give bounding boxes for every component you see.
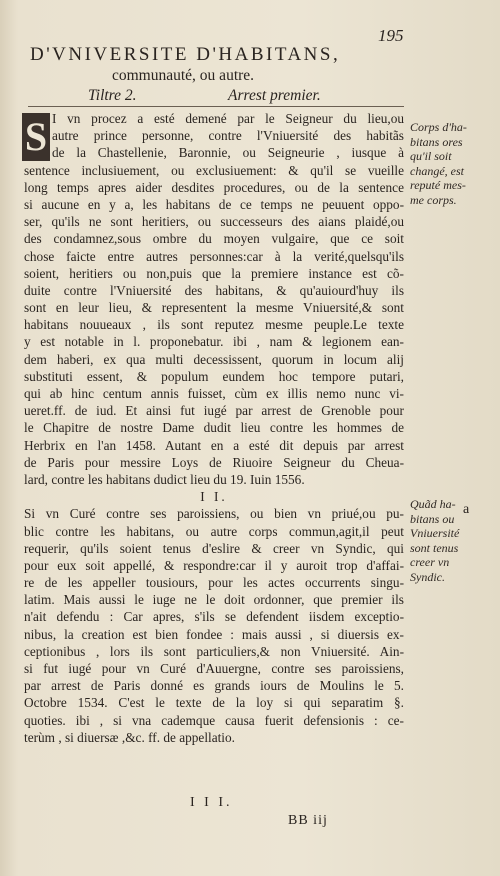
text-line: si fut iugé pour vn Curé d'Auuergne, contre ses paroissiens, (24, 661, 404, 676)
text-line: sentence inclusiuement, ou exclusiuement: & qu'il se vueille (24, 162, 404, 178)
margin-note-line: me corps. (410, 192, 457, 207)
text-line: requerir, qu'ils soient tenus d'eslire & creer vn Syndic, qui (24, 540, 404, 556)
text-line: y est notable in l. proponebatur. ibi , nam & legionem ean- (24, 334, 404, 350)
text-line: ceptionibus , lors ils sont particuliers,& non Vniuersité. Ain- (24, 643, 404, 659)
header-rule (28, 106, 404, 107)
signature-mark: BB iij (288, 813, 328, 828)
margin-note-line: bitans ores (410, 134, 463, 149)
text-line: Octobre 1534. C'est le texte de la loy si qui separatim §. (24, 695, 404, 711)
text-line: re de les appeller tousiours, pour les actes occurrents singu- (24, 575, 404, 591)
text-line: chose faicte entre autres personnes:car à la verité,quelsqu'ils (24, 248, 404, 264)
text-line: I vn procez a esté demené par le Seigneur du lieu,ou (52, 111, 404, 126)
text-line: Herbrix en l'an 1458. Autant en a esté dit depuis par arrest (24, 437, 404, 453)
margin-note-line: sont tenus (410, 540, 459, 555)
text-line: ueret.ff. de iud. Et ainsi fut iugé par arrest de Grenoble pour (24, 403, 404, 419)
text-line: Si vn Curé contre ses paroissiens, ou bien vn priué,ou pu- (24, 506, 404, 522)
margin-note-line: Corps d'ha- (410, 120, 467, 134)
body-text (24, 110, 404, 746)
subhead: communauté, ou autre. (112, 67, 255, 84)
page-number: 195 (378, 26, 404, 45)
text-line: de la Chastellenie, Baronnie, ou Seigneurie , iusque à (52, 145, 404, 161)
text-line: n'ait defendu : Car apres, s'ils se defendent iisdem exceptio- (24, 609, 404, 625)
text-line: long temps apres aider desdites procedures, ou de la sentence (24, 179, 404, 195)
text-line: des condamnez,sous ombre du moyen vulgaire, que ce soit (24, 231, 404, 247)
text-line: duite contre l'Vniuersité des habitans, & qu'auiourd'huy ils (24, 282, 404, 298)
margin-note-line: bitans ou (410, 511, 455, 526)
text-line: habitans nouueaux , ils sont reputez mesme peuple.Le texte (24, 317, 404, 333)
text-line: ser, qu'ils ne sont heritiers, ou successeurs des aians plaidé,ou (24, 214, 404, 230)
catchword: I I I. (190, 795, 233, 810)
margin-note-line: reputé mes- (410, 178, 466, 192)
arrest-heading: Arrest premier. (228, 87, 321, 104)
margin-note-line: Quãd ha- (410, 497, 456, 511)
margin-note-line: Syndic. (410, 569, 445, 584)
text-line: I I. (200, 489, 228, 505)
text-line: dem haberi, ex qua multi decessissent, quorum in locum alij (24, 351, 404, 367)
text-line: de Paris pour messire Loys de Riuoire Seigneur du Cheua- (24, 454, 404, 470)
title-number: Tiltre 2. (88, 87, 137, 104)
text-line: pour eux soit appellé, & respondre:car il y auroit trop d'affai- (24, 557, 404, 573)
running-head: D'VNIVERSITE D'HABITANS, (30, 44, 341, 65)
margin-note-line: Vniuersité (410, 526, 460, 540)
text-line: blic contre les habitans, ou autre corps commun,agit,il peut (24, 523, 404, 539)
text-line: nibus, la creation est bien fondee : mais aussi , si diuersis ex- (24, 626, 404, 642)
text-line: autre prince personne, contre l'Vniuersité des habitãs (52, 128, 404, 144)
text-line: par arrest de Paris donné es grands iours de Moulins le 5. (24, 678, 404, 694)
text-line: soient, heritiers ou non,puis que la premiere instance est cõ- (24, 265, 404, 281)
text-line: le Chapitre de nostre Dame dudit lieu contre les hommes de (24, 420, 404, 436)
text-line: sont en leur lieu, & representent la mesme Vniuersité,& sont (24, 300, 404, 316)
margin-note-1 (410, 120, 498, 207)
text-line: substituti essent, & populum eundem hoc tempore putari, (24, 368, 404, 384)
margin-note-2 (410, 497, 498, 584)
text-line: qui ab hinc centum annis fuisset, cùm ex illis nemo nunc vi- (24, 386, 404, 401)
margin-mark: a (463, 502, 470, 517)
margin-note-line: creer vn (410, 555, 450, 569)
text-line: terùm , si diuersæ ,&c. ff. de appellatio. (24, 729, 235, 745)
text-line: quoties. ibi , si vna cademque causa fuerit defensionis : ce- (24, 712, 404, 728)
text-line: si aucune en y a, les habitans de ce temps ne peuuent oppo- (24, 196, 404, 212)
margin-note-line: qu'il soit (410, 149, 452, 163)
margin-note-line: changé, est (410, 163, 464, 178)
text-line: latim. Mais aussi le iuge ne le doit ordonner, que premier ils (24, 592, 404, 608)
drop-cap: S (22, 113, 50, 161)
text-line: lard, contre les habitans dudict lieu du 19. Iuin 1556. (24, 471, 305, 487)
